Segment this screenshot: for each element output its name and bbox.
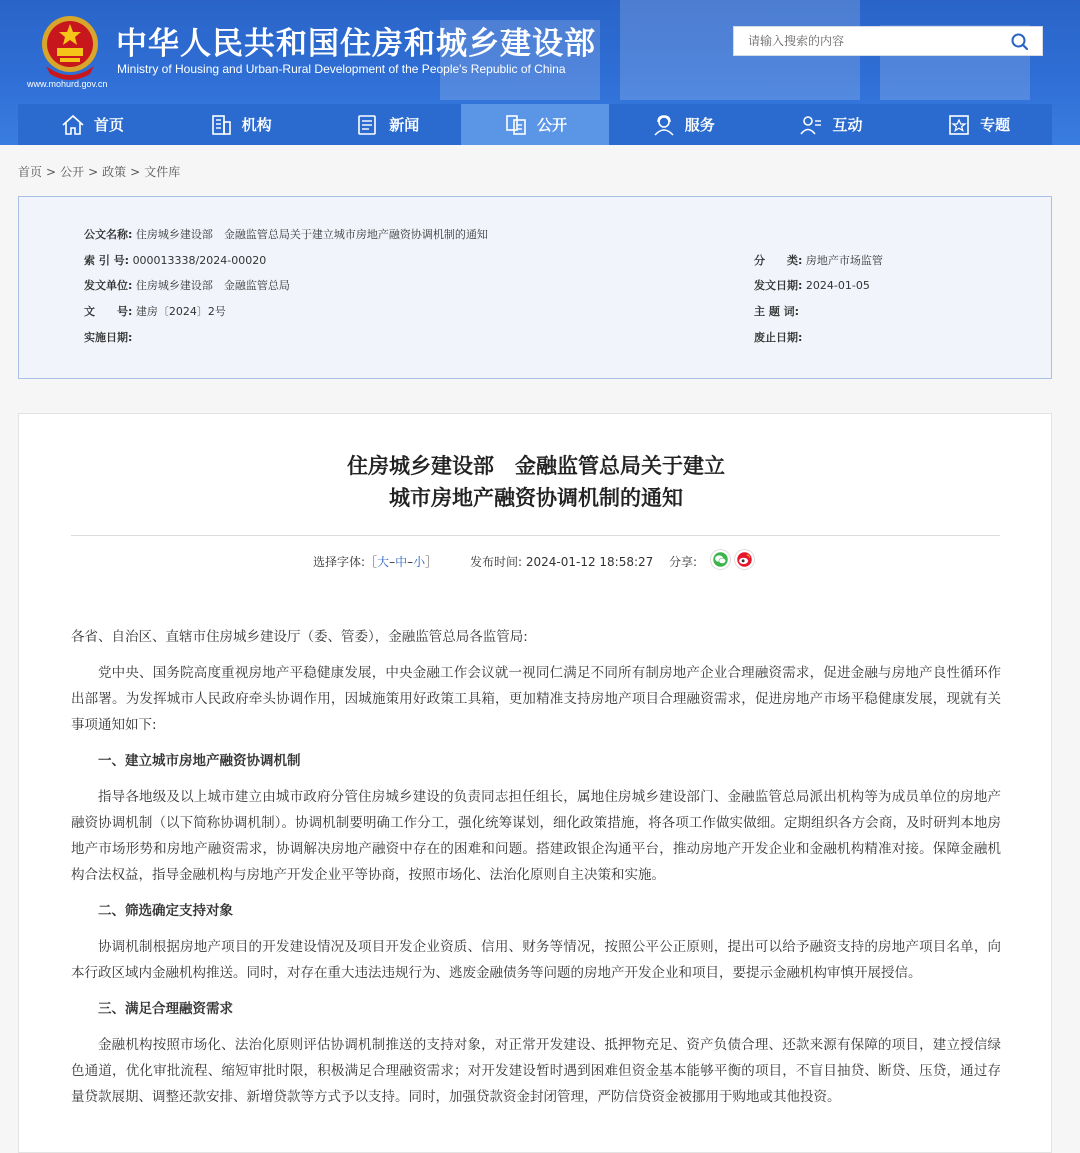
breadcrumb-library[interactable]: 文件库 xyxy=(144,165,181,179)
nav-label: 机构 xyxy=(241,116,272,134)
search-input[interactable] xyxy=(734,27,994,55)
building-icon xyxy=(208,113,234,137)
nav-label: 互动 xyxy=(832,116,863,134)
nav-item-open[interactable] xyxy=(461,104,609,145)
news-icon xyxy=(355,113,381,137)
nav-label: 首页 xyxy=(93,116,124,134)
font-small-link[interactable]: 小 xyxy=(413,555,426,569)
section-heading-2: 二、筛选确定支持对象 xyxy=(98,903,233,919)
document-icon xyxy=(503,113,529,137)
paragraph-section-3: 金融机构按照市场化、法治化原则评估协调机制推送的支持对象，对正常开发建设、抵押物充足、资产负债合理、还款来源有保障的项目，建立授信绿色通道，优化审批流程、缩短审批时限，积极满足合理融资需求；对开发建设暂时遇到困难但资金基本能够平衡的项目，不盲目抽贷、断贷、压贷，通过存量贷款展期、调整还款安排、新增贷款等方式予以支持。同时，加强贷款资金封闭管理，严防信贷资金被挪用于购地或其他投资。 xyxy=(71,1037,1001,1105)
nav-label: 新闻 xyxy=(389,116,420,134)
nav-label: 公开 xyxy=(537,116,568,134)
share-label: 分享: xyxy=(669,555,698,569)
weibo-share-icon[interactable] xyxy=(734,549,755,570)
paragraph-section-2: 协调机制根据房地产项目的开发建设情况及项目开发企业资质、信用、财务等情况，按照公平公正原则，提出可以给予融资支持的房地产项目名单，向本行政区域内金融机构推送。同时，对存在重大违法违规行为、逃废金融债务等问题的房地产开发企业和项目，要提示金融机构审慎开展授信。 xyxy=(71,939,1001,981)
article-body xyxy=(71,624,1001,1120)
meta-topic: 主 题 词: xyxy=(754,305,800,318)
title-divider xyxy=(71,535,1000,536)
article-title-line2: 城市房地产融资协调机制的通知 xyxy=(389,486,683,510)
meta-index-no: 索 引 号: 000013338/2024-00020 xyxy=(84,254,267,267)
paragraph-section-1: 指导各地级及以上城市建立由城市政府分管住房城乡建设的负责同志担任组长，属地住房城乡建设部门、金融监管总局派出机构等为成员单位的房地产融资协调机制（以下简称协调机制）。协调机制要明确工作分工，强化统筹谋划，细化政策措施，将各项工作做实做细。定期组织各方会商，及时研判本地房地产市场形势和房地产融资需求，协调解决房地产融资中存在的困难和问题。搭建政银企沟通平台，推动房地产开发企业和金融机构精准对接。保障金融机构合法权益，指导金融机构与房地产开发企业平等协商，按照市场化、法治化原则自主决策和实施。 xyxy=(71,789,1001,883)
nav-item-interaction[interactable] xyxy=(757,104,905,145)
paragraph-intro: 党中央、国务院高度重视房地产平稳健康发展，中央金融工作会议就一视同仁满足不同所有制房地产企业合理融资需求，促进金融与房地产良性循环作出部署。为发挥城市人民政府牵头协调作用，因城施策用好政策工具箱，更加精准支持房地产项目合理融资需求，促进房地产市场平稳健康发展，现就有关事项通知如下: xyxy=(71,665,1001,733)
font-medium-link[interactable]: 中 xyxy=(395,555,408,569)
meta-doc-number: 文 号: 建房〔2024〕2号 xyxy=(84,305,226,318)
meta-doc-name: 公文名称: 住房城乡建设部 金融监管总局关于建立城市房地产融资协调机制的通知 xyxy=(84,228,488,241)
breadcrumb: 首页 > 公开 > 政策 > 文件库 xyxy=(18,165,181,179)
meta-category: 分 类: 房地产市场监管 xyxy=(754,254,883,267)
font-large-link[interactable]: 大 xyxy=(377,555,390,569)
site-url: www.mohurd.gov.cn xyxy=(27,79,108,89)
site-header xyxy=(0,0,1080,145)
breadcrumb-home[interactable]: 首页 xyxy=(18,165,43,179)
breadcrumb-policy[interactable]: 政策 xyxy=(102,165,127,179)
site-title-en: Ministry of Housing and Urban-Rural Development of the People's Republic of China xyxy=(117,62,566,76)
meta-expire-date: 废止日期: xyxy=(754,331,803,344)
section-heading-1: 一、建立城市房地产融资协调机制 xyxy=(98,753,301,769)
national-emblem-icon xyxy=(40,14,100,80)
main-nav xyxy=(18,104,1052,145)
font-size-selector: 选择字体:［大–中–小］ xyxy=(313,555,438,569)
breadcrumb-open[interactable]: 公开 xyxy=(60,165,85,179)
nav-item-news[interactable] xyxy=(313,104,461,145)
article-title-line1: 住房城乡建设部 金融监管总局关于建立 xyxy=(347,454,725,478)
site-title-cn: 中华人民共和国住房和城乡建设部 xyxy=(116,26,596,62)
home-icon xyxy=(60,113,86,137)
interaction-icon xyxy=(798,113,824,137)
meta-issuer: 发文单位: 住房城乡建设部 金融监管总局 xyxy=(84,279,290,292)
meta-effective-date: 实施日期: xyxy=(84,331,133,344)
article-panel xyxy=(18,413,1052,1153)
nav-item-service[interactable] xyxy=(609,104,757,145)
document-metadata-box xyxy=(18,196,1052,379)
service-icon xyxy=(651,113,677,137)
section-heading-3: 三、满足合理融资需求 xyxy=(98,1001,233,1017)
meta-issue-date: 发文日期: 2024-01-05 xyxy=(754,279,870,292)
star-icon xyxy=(946,113,972,137)
search-box xyxy=(733,26,1043,56)
wechat-share-icon[interactable] xyxy=(710,549,731,570)
nav-item-home[interactable] xyxy=(18,104,166,145)
publish-time: 发布时间: 2024-01-12 18:58:27 xyxy=(470,555,654,569)
salutation: 各省、自治区、直辖市住房城乡建设厅（委、管委），金融监管总局各监管局: xyxy=(71,629,528,645)
nav-label: 专题 xyxy=(980,116,1011,134)
nav-label: 服务 xyxy=(684,116,715,134)
search-icon[interactable] xyxy=(1010,32,1030,52)
nav-item-organization[interactable] xyxy=(166,104,314,145)
nav-item-topics[interactable] xyxy=(904,104,1052,145)
